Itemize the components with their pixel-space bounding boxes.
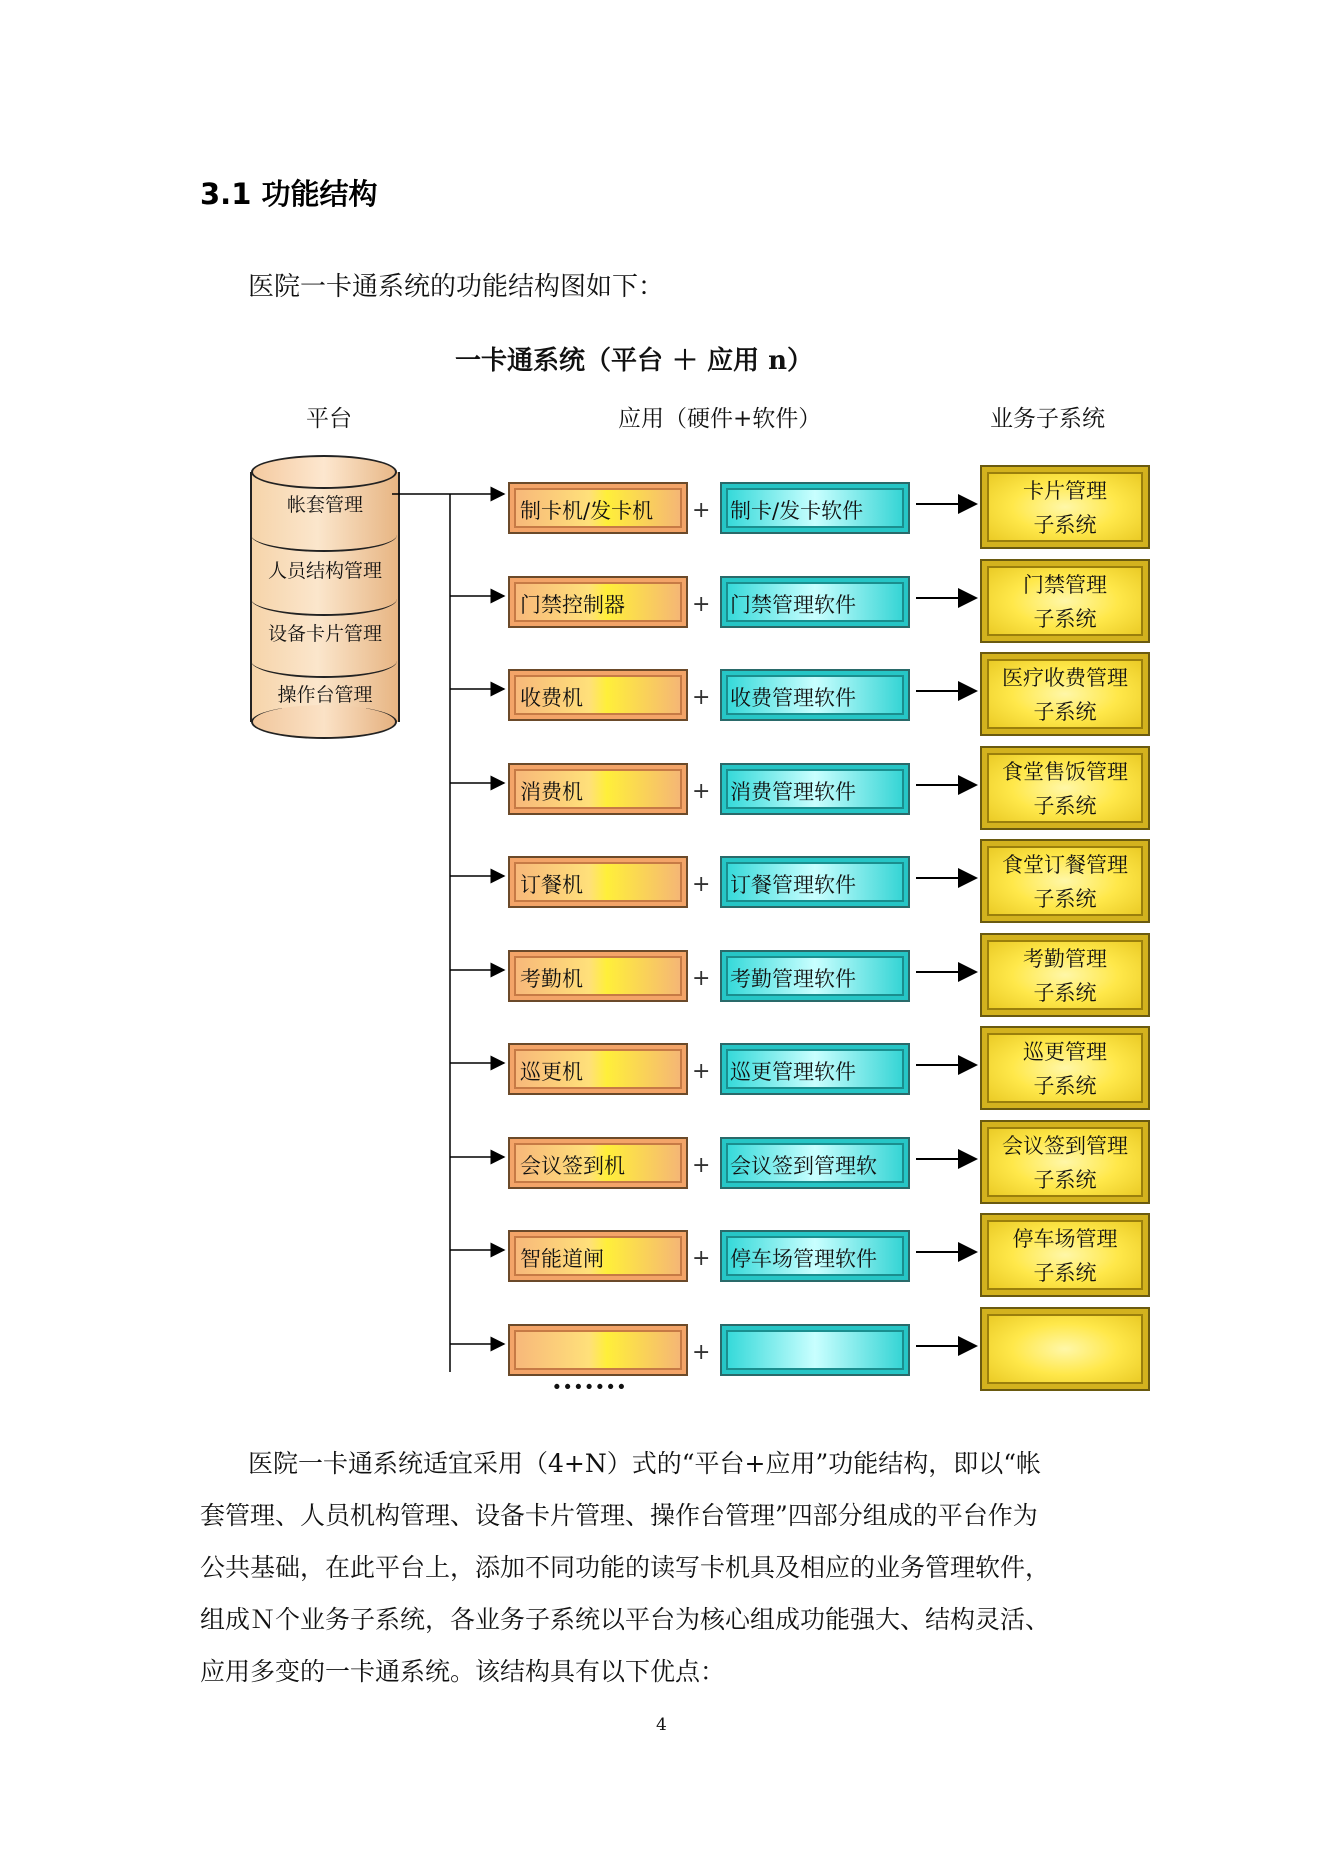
subsystem-box: [980, 1026, 1150, 1110]
subsystem-name: 门禁管理: [1023, 573, 1107, 597]
subsystem-box: [980, 839, 1150, 923]
subsystem-box: [980, 559, 1150, 643]
hardware-box: [508, 1324, 688, 1376]
subsystem-suffix: 子系统: [1033, 887, 1097, 911]
subsystem-name: 食堂订餐管理: [1002, 853, 1128, 877]
subsystem-box: [980, 1307, 1150, 1391]
plus-sign: +: [692, 1153, 711, 1178]
software-box: 制卡/发卡软件: [720, 482, 910, 534]
software-box: 停车场管理软件: [720, 1230, 910, 1282]
hardware-box: 会议签到机: [508, 1137, 688, 1189]
plus-sign: +: [692, 966, 711, 991]
hardware-box: 订餐机: [508, 856, 688, 908]
subsystem-suffix: 子系统: [1033, 513, 1097, 537]
software-box: 门禁管理软件: [720, 576, 910, 628]
plus-sign: +: [692, 685, 711, 710]
subsystem-suffix: 子系统: [1033, 1261, 1097, 1285]
software-box: 收费管理软件: [720, 669, 910, 721]
subsystem-name: 巡更管理: [1023, 1040, 1107, 1064]
subsystem-name: 食堂售饭管理: [1002, 760, 1128, 784]
plus-sign: +: [692, 498, 711, 523]
hardware-box: 考勤机: [508, 950, 688, 1002]
platform-layer: 操作台管理: [277, 684, 373, 706]
plus-sign: +: [692, 779, 711, 804]
plus-sign: +: [692, 1340, 711, 1365]
page-number: 4: [656, 1715, 667, 1735]
section-heading: 3.1 功能结构: [200, 177, 378, 211]
subsystem-name: 会议签到管理: [1002, 1134, 1128, 1158]
plus-sign: +: [692, 872, 711, 897]
software-box: 考勤管理软件: [720, 950, 910, 1002]
application-label: 应用（硬件+软件）: [618, 406, 822, 432]
platform-layer: 人员结构管理: [267, 560, 382, 582]
subsystem-name: 考勤管理: [1023, 947, 1107, 971]
platform-layer: 帐套管理: [286, 494, 363, 516]
hardware-box: 智能道闸: [508, 1230, 688, 1282]
subsystem-suffix: 子系统: [1033, 981, 1097, 1005]
diagram-ellipsis: ·······: [552, 1370, 628, 1403]
subsystem-box: [980, 652, 1150, 736]
body-paragraph: [200, 1438, 1130, 1698]
subsystem-box: [980, 465, 1150, 549]
paragraph-line: 组成Ｎ个业务子系统，各业务子系统以平台为核心组成功能强大、结构灵活、: [200, 1605, 1051, 1634]
subsystem-suffix: 子系统: [1033, 607, 1097, 631]
platform-label: 平台: [306, 406, 352, 432]
subsystem-name: 医疗收费管理: [1002, 666, 1128, 690]
plus-sign: +: [692, 1246, 711, 1271]
plus-sign: +: [692, 1059, 711, 1084]
software-box: [720, 1324, 910, 1376]
subsystem-box: [980, 1120, 1150, 1204]
subsystem-name: 停车场管理: [1012, 1227, 1118, 1251]
business-label: 业务子系统: [990, 406, 1105, 432]
hardware-box: 收费机: [508, 669, 688, 721]
subsystem-box: [980, 746, 1150, 830]
hardware-box: 门禁控制器: [508, 576, 688, 628]
subsystem-suffix: 子系统: [1033, 700, 1097, 724]
diagram-title: 一卡通系统（平台 ＋ 应用 n）: [455, 346, 814, 376]
software-box: 消费管理软件: [720, 763, 910, 815]
subsystem-name: 卡片管理: [1023, 479, 1107, 503]
paragraph-line: 应用多变的一卡通系统。该结构具有以下优点：: [200, 1657, 726, 1686]
paragraph-line: 医院一卡通系统适宜采用（4+N）式的“平台+应用”功能结构，即以“帐: [248, 1449, 1042, 1478]
software-box: 会议签到管理软: [720, 1137, 910, 1189]
hardware-box: 制卡机/发卡机: [508, 482, 688, 534]
subsystem-box: [980, 1213, 1150, 1297]
hardware-box: 消费机: [508, 763, 688, 815]
hardware-box: 巡更机: [508, 1043, 688, 1095]
plus-sign: +: [692, 592, 711, 617]
intro-text: 医院一卡通系统的功能结构图如下：: [248, 272, 665, 302]
platform-layer: 设备卡片管理: [267, 623, 382, 645]
subsystem-suffix: 子系统: [1033, 1168, 1097, 1192]
paragraph-line: 公共基础，在此平台上，添加不同功能的读写卡机具及相应的业务管理软件，: [200, 1553, 1051, 1582]
subsystem-suffix: 子系统: [1033, 794, 1097, 818]
subsystem-box: [980, 933, 1150, 1017]
software-box: 巡更管理软件: [720, 1043, 910, 1095]
paragraph-line: 套管理、人员机构管理、设备卡片管理、操作台管理”四部分组成的平台作为: [200, 1501, 1038, 1530]
subsystem-suffix: 子系统: [1033, 1074, 1097, 1098]
software-box: 订餐管理软件: [720, 856, 910, 908]
